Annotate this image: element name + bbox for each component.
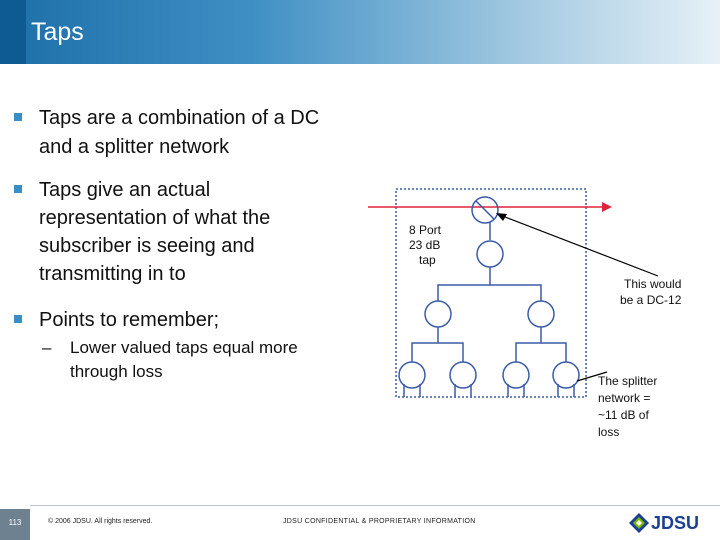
splitter-icon <box>553 362 579 388</box>
dc-callout <box>620 276 681 308</box>
footer-divider <box>30 505 720 506</box>
bullet-line: Taps give an actual <box>39 179 211 201</box>
splitter-icon <box>528 301 554 327</box>
bullet-line: and a splitter network <box>39 136 230 158</box>
jdsu-logo <box>628 510 714 536</box>
tap-label-line: 23 dB <box>409 238 441 252</box>
splitter-icon <box>503 362 529 388</box>
splitter-icon <box>399 362 425 388</box>
through-arrow-icon <box>602 202 612 212</box>
dc-callout-line-text: be a DC-12 <box>620 293 682 307</box>
splitter-branch <box>516 343 566 362</box>
sub-bullet-line: Lower valued taps equal more <box>70 338 298 357</box>
bullet-line: transmitting in to <box>39 263 186 285</box>
copyright-text: © 2006 JDSU. All rights reserved. <box>48 518 153 525</box>
dc-callout-line-text: This would <box>624 277 682 291</box>
tap-label-line: 8 Port <box>409 223 442 237</box>
bullet-line: Points to remember; <box>39 309 220 331</box>
bullet-line: Taps are a combination of a DC <box>39 107 320 129</box>
splitter-branch <box>438 285 541 301</box>
tap-label-line: tap <box>419 253 436 267</box>
bullet-line: representation of what the <box>39 207 271 229</box>
sub-bullet-dash: – <box>42 338 52 357</box>
tap-label <box>409 223 441 268</box>
splitter-callout-line-text: loss <box>598 425 620 439</box>
slide-title: Taps <box>31 18 84 46</box>
confidential-text: JDSU CONFIDENTIAL & PROPRIETARY INFORMATION <box>283 518 476 525</box>
coupler-diagonal <box>476 201 494 219</box>
page-number: 113 <box>0 509 30 540</box>
splitter-icon <box>425 301 451 327</box>
splitter-callout-line-text: ~11 dB of <box>598 408 649 422</box>
jdsu-logo-text: JDSU <box>651 513 700 533</box>
splitter-icon <box>477 241 503 267</box>
splitter-branch <box>412 343 463 362</box>
sub-bullet-line: through loss <box>70 362 163 381</box>
splitter-callout-line-text: The splitter <box>598 374 658 388</box>
jdsu-logo-icon <box>628 512 650 534</box>
dc-callout-line <box>500 215 658 276</box>
output-ports <box>404 384 574 397</box>
splitter-callout-line-text: network = <box>598 391 651 405</box>
bullet-line: subscriber is seeing and <box>39 235 255 257</box>
splitter-icon <box>450 362 476 388</box>
splitter-callout <box>598 373 657 441</box>
